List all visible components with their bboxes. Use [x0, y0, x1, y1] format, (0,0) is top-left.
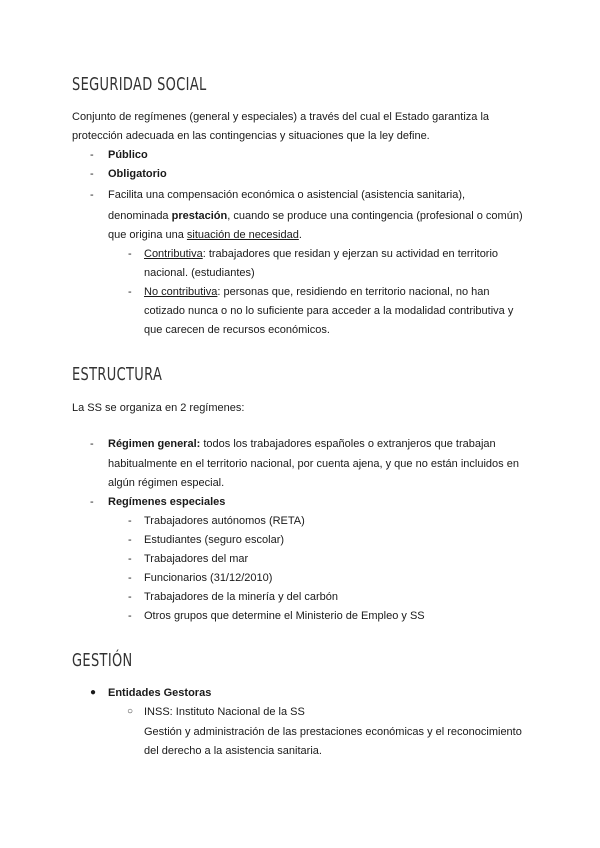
regimen-general-line-1: Régimen general: todos los trabajadores españoles o extranjeros que trabajan — [108, 438, 496, 450]
filled-bullet-icon: ● — [90, 687, 97, 698]
regimen-general-line-2: habitualmente en el territorio nacional, por cuenta ajena, y que no están incluidos en — [108, 458, 519, 470]
regimenes-especiales: Regímenes especiales — [108, 496, 226, 508]
heading-gestion: GESTIÓN — [72, 650, 133, 671]
item-publico: Público — [108, 149, 148, 161]
intro-line-2: protección adecuada en las contingencias y situaciones que la ley define. — [72, 130, 430, 142]
especial-item: Otros grupos que determine el Ministerio de Empleo y SS — [144, 610, 425, 622]
facilita-line-2: denominada prestación, cuando se produce una contingencia (profesional o común) — [108, 210, 523, 222]
intro-line-1: Conjunto de regímenes (general y especiales) a través del cual el Estado garantiza la — [72, 111, 490, 123]
dash-bullet: - — [90, 189, 94, 201]
inss-label: INSS: Instituto Nacional de la SS — [144, 706, 305, 718]
dash-bullet: - — [128, 610, 132, 622]
entidades-gestoras: Entidades Gestoras — [108, 687, 212, 699]
item-obligatorio: Obligatorio — [108, 168, 167, 180]
dash-bullet: - — [90, 149, 94, 161]
especial-item: Trabajadores de la minería y del carbón — [144, 591, 339, 603]
facilita-line-1: Facilita una compensación económica o asistencial (asistencia sanitaria), — [108, 189, 466, 201]
dash-bullet: - — [128, 591, 132, 603]
estructura-intro: La SS se organiza en 2 regímenes: — [72, 402, 245, 414]
dash-bullet: - — [90, 496, 94, 508]
inss-line-1: Gestión y administración de las prestaciones económicas y el reconocimiento — [144, 726, 522, 738]
especial-item: Trabajadores del mar — [144, 553, 249, 565]
no-contributiva-line-2: cotizado nunca o no lo suficiente para acceder a la modalidad contributiva y — [144, 305, 514, 317]
dash-bullet: - — [128, 553, 132, 565]
dash-bullet: - — [128, 248, 132, 260]
contributiva-line-2: nacional. (estudiantes) — [144, 267, 255, 279]
especial-item: Funcionarios (31/12/2010) — [144, 572, 273, 584]
dash-bullet: - — [90, 168, 94, 180]
dash-bullet: - — [128, 572, 132, 584]
no-contributiva-line-3: que carecen de recursos económicos. — [144, 324, 330, 336]
heading-estructura: ESTRUCTURA — [72, 364, 163, 385]
inss-line-2: del derecho a la asistencia sanitaria. — [144, 745, 322, 757]
no-contributiva-line-1: No contributiva: personas que, residiendo en territorio nacional, no han — [144, 286, 490, 298]
dash-bullet: - — [128, 286, 132, 298]
contributiva-line-1: Contributiva: trabajadores que residan y ejerzan su actividad en territorio — [144, 248, 499, 260]
hollow-bullet-icon: ○ — [127, 706, 134, 717]
especial-item: Estudiantes (seguro escolar) — [144, 534, 285, 546]
dash-bullet: - — [90, 438, 94, 450]
regimen-general-line-3: algún régimen especial. — [108, 477, 225, 489]
facilita-line-3: que origina una situación de necesidad. — [108, 229, 302, 241]
especial-item: Trabajadores autónomos (RETA) — [144, 515, 305, 527]
heading-seguridad-social: SEGURIDAD SOCIAL — [72, 74, 207, 95]
dash-bullet: - — [128, 534, 132, 546]
dash-bullet: - — [128, 515, 132, 527]
